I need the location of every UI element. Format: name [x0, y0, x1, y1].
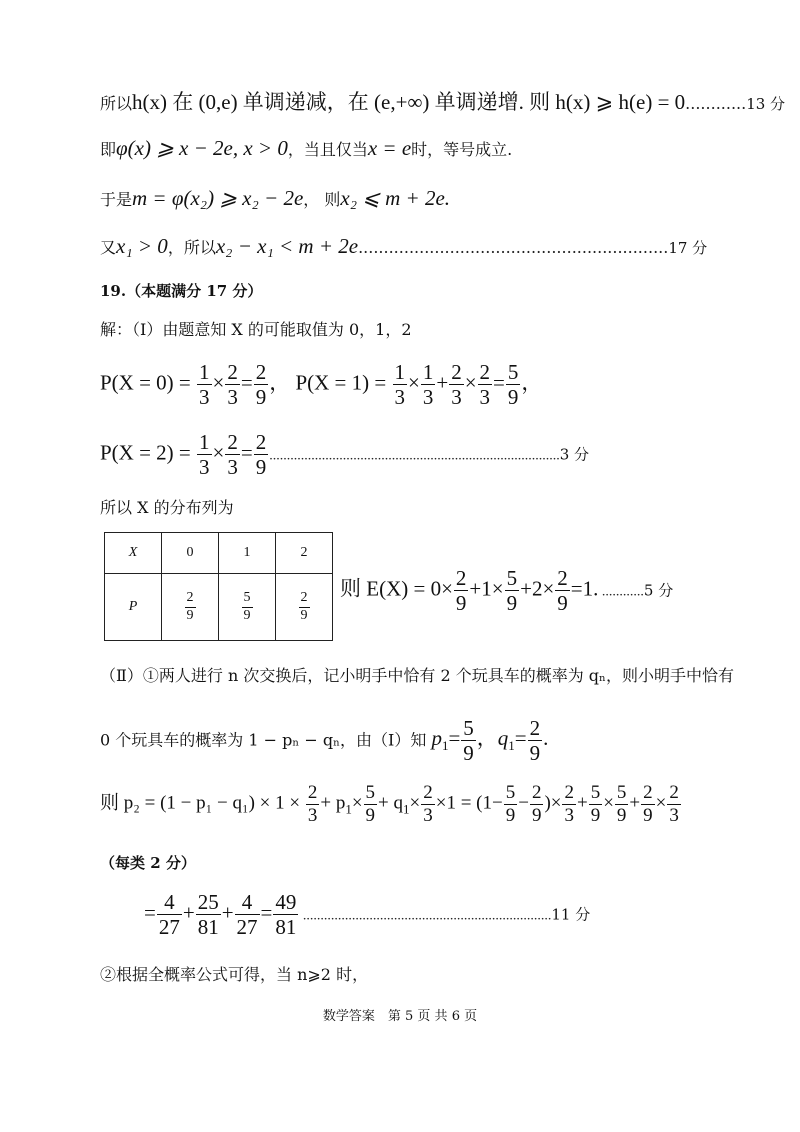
part-2-line-b: 0 个玩具车的概率为 1 − pₙ − qₙ，由（Ⅰ）知 $p_1=$ $\frac{5}{9}$ ，$q_1=$ $\frac{2}{9}$ .: [100, 716, 549, 766]
p2-equation: 则 p₂ = (1 − p₁ − q₁) × 1 × $\frac{2}{3}$ + $p_1\times$ $\frac{5}{9}$ + $q_1\times$ $\frac{2}{3}$ ×1 = (1− $\frac{5}{9}$ − $\frac{2}{9}$ )× $\frac{2}{3}$ + $\frac{5}{9}$ × $\frac{5}{9}$ + $\frac{2}{9}$ × $\frac{2}{3}$: [100, 782, 679, 826]
table-header: 1: [219, 533, 276, 574]
line-4: 又x₁ > 0，所以x₂ − x₁ < m + 2e.............................................................17 分: [100, 234, 708, 258]
table-header: 0: [162, 533, 219, 574]
question-19-heading: 19.（本题满分 17 分）: [100, 282, 263, 300]
expectation: 则 E(X) = 0× $\frac{2}{9}$ +1× $\frac{5}{9}$ +2× $\frac{2}{9}$ =1. ............5 分: [340, 566, 674, 616]
line-1: 所以h(x) 在 (0,e) 单调递减，在 (e,+∞) 单调递增. 则 h(x) ⩾ h(e) = 0............13 分: [100, 90, 786, 114]
table-cell: $\frac{2}{9}$: [276, 574, 333, 641]
page-footer: 数学答案 第 5 页 共 6 页: [322, 1009, 478, 1024]
solution-part-1-intro: 解：（Ⅰ）由题意知 X 的可能取值为 0，1，2: [100, 320, 412, 339]
part-2-intro: （Ⅱ）①两人进行 n 次交换后，记小明手中恰有 2 个玩具车的概率为 qₙ，则小明手中恰有: [100, 666, 734, 685]
each-class-note: （每类 2 分）: [100, 854, 196, 872]
table-cell: $\frac{5}{9}$: [219, 574, 276, 641]
line-3: 于是m = φ(x₂) ⩾ x₂ − 2e， 则x₂ ⩽ m + 2e.: [100, 186, 451, 210]
table-header: 2: [276, 533, 333, 574]
line-2: 即φ(x) ⩾ x − 2e, x > 0，当且仅当x = e时，等号成立.: [100, 136, 513, 160]
math-m-eq: m = φ(x₂) ⩾ x₂ − 2e: [132, 186, 304, 210]
table-row-label: P: [105, 574, 162, 641]
part-2-line-c: ②根据全概率公式可得，当 n⩾2 时，: [100, 965, 369, 984]
table-cell: $\frac{2}{9}$: [162, 574, 219, 641]
score-17: 17 分: [668, 239, 708, 257]
math-phi-ineq: φ(x) ⩾ x − 2e, x > 0: [116, 136, 288, 160]
math-h-monotonic: h(x) 在 (0,e) 单调递减，在 (e,+∞) 单调递增. 则 h(x) ⩾ h(e) = 0: [132, 90, 686, 114]
leader-dots: .............................................................: [358, 238, 669, 257]
p2-result: = $\frac{4}{27}$ + $\frac{25}{81}$ + $\frac{4}{27}$ = $\frac{49}{81}$ .......................................................................11 分: [144, 890, 591, 940]
score-3: 3 分: [559, 445, 590, 464]
prob-x0-x1: P(X = 0) = $\frac{1}{3}$ × $\frac{2}{3}$ = $\frac{2}{9}$ ， P(X = 1) = $\frac{1}{3}$ × $\frac{1}{3}$ + $\frac{2}{3}$ × $\frac{2}{3}$ = $\frac{5}{9}$ ，: [100, 360, 543, 410]
score-11: 11 分: [551, 905, 591, 924]
table-header: X: [105, 533, 162, 574]
prob-x2: P(X = 2) = $\frac{1}{3}$ × $\frac{2}{3}$ = $\frac{2}{9}$ ...................................................................................3 分: [100, 430, 590, 480]
score-13: 13 分: [746, 95, 786, 113]
distribution-intro: 所以 X 的分布列为: [100, 498, 234, 517]
leader-dots: ............: [685, 94, 747, 113]
score-5: 5 分: [643, 581, 674, 600]
distribution-table: [104, 532, 333, 641]
